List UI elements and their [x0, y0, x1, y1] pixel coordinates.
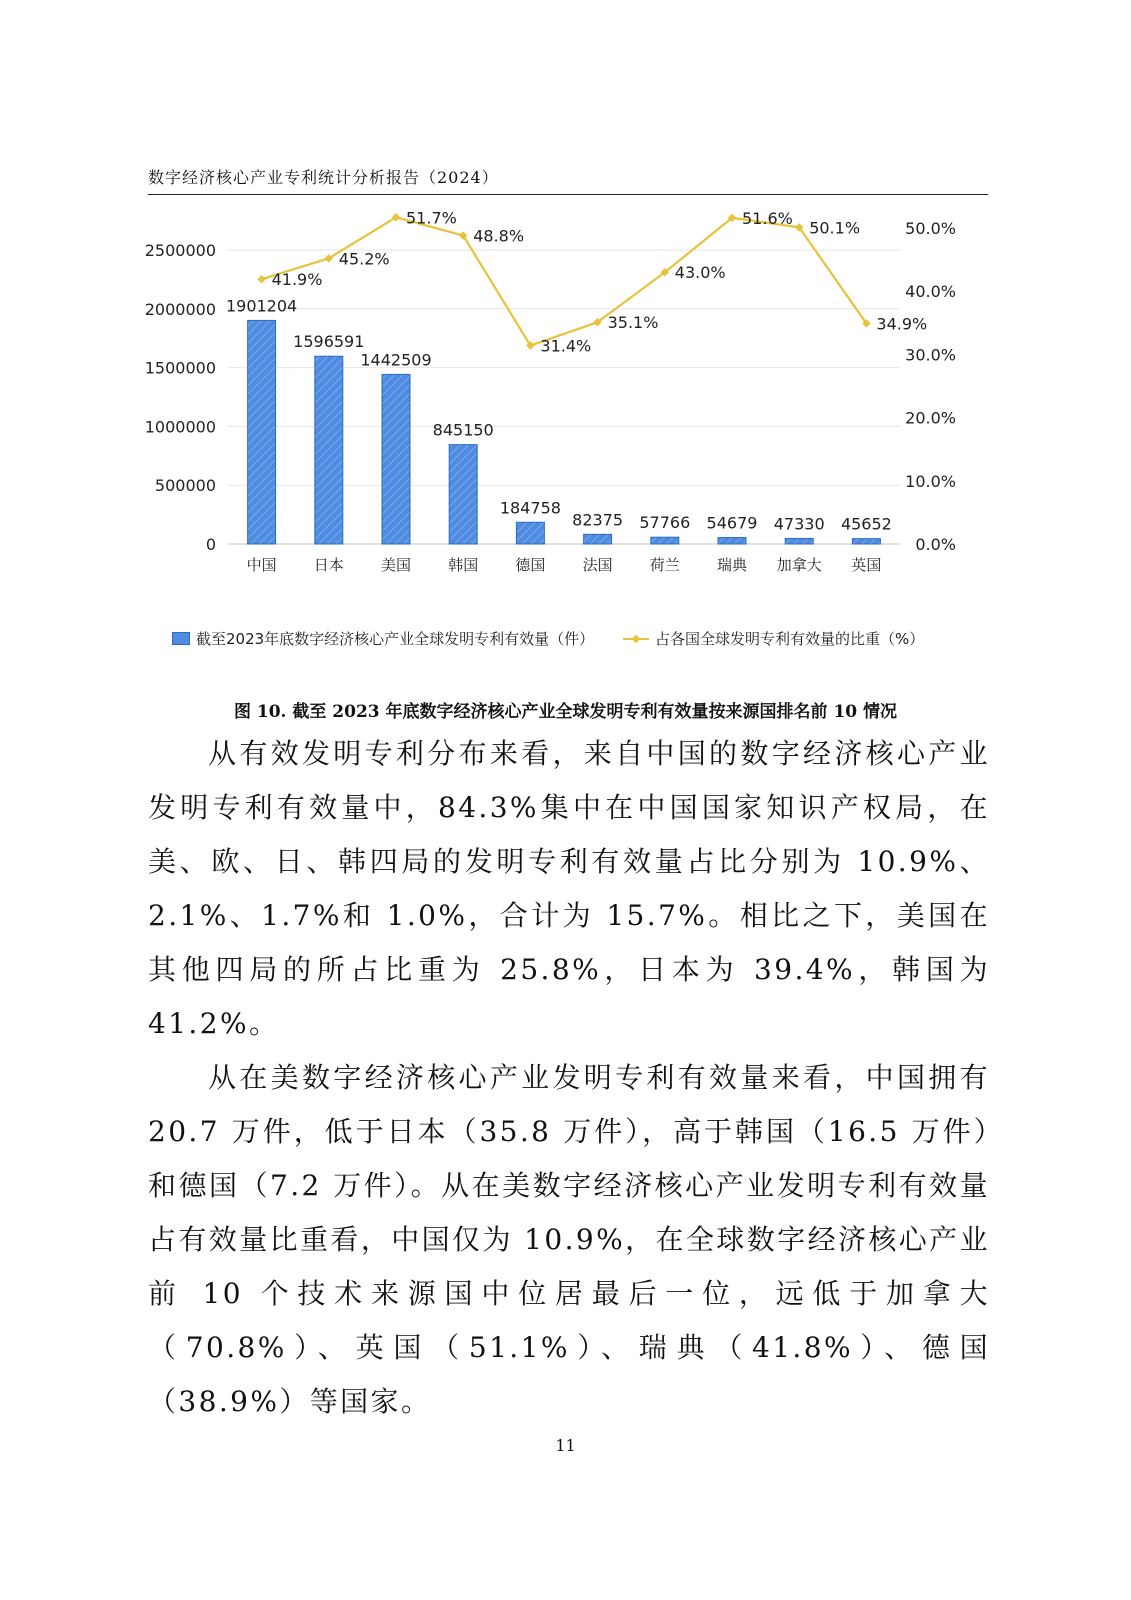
bar-value-label: 82375 [572, 510, 624, 530]
x-category-label: 韩国 [448, 556, 479, 574]
chart-legend [0, 628, 1131, 656]
bar [449, 445, 477, 544]
x-category-label: 荷兰 [649, 556, 680, 574]
bar-value-label: 45652 [840, 514, 892, 534]
ratio-line [262, 217, 867, 345]
body-text [148, 727, 990, 1429]
ratio-value-label: 50.1% [809, 218, 861, 238]
paragraph: 从在美数字经济核心产业发明专利有效量来看，中国拥有 20.7 万件，低于日本（35.8 万件），高于韩国（16.5 万件）和德国（7.2 万件）。从在美数字经济核心产业发明专利有效量占有效量比重看，中国仅为 10.9%，在全球数字经济核心产业前 10 个技术来源国中位居最后一位，远低于加拿大（70.8%）、英国（51.1%）、瑞典（41.8%）、德国（38.9%）等国家。 [148, 1061, 990, 1418]
y-left-tick-label: 1000000 [144, 417, 216, 437]
ratio-value-label: 51.7% [406, 208, 457, 228]
ratio-value-label: 41.9% [271, 270, 323, 290]
legend-item-bar [172, 628, 594, 649]
bar [315, 356, 343, 544]
x-category-label: 加拿大 [776, 556, 822, 574]
bar [516, 522, 544, 544]
y-left-tick-label: 500000 [154, 476, 216, 496]
bar-value-label: 1901204 [225, 296, 298, 316]
y-left-tick-label: 1500000 [144, 358, 216, 378]
x-category-label: 德国 [515, 556, 546, 574]
page-number: 11 [555, 1436, 576, 1455]
legend-line-label: 占各国全球发明专利有效量的比重（%） [655, 630, 925, 648]
bar-value-label: 184758 [499, 498, 561, 518]
bar-value-label: 57766 [639, 513, 691, 533]
x-category-label: 日本 [313, 556, 344, 574]
ratio-value-label: 43.0% [674, 263, 726, 283]
legend-bar-swatch [172, 632, 190, 645]
ratio-value-label: 48.8% [473, 226, 525, 246]
bar [248, 320, 276, 544]
bar [382, 374, 410, 544]
x-category-label: 瑞典 [716, 556, 748, 574]
ratio-value-label: 45.2% [338, 249, 390, 269]
x-category-label: 法国 [582, 556, 613, 574]
figure-caption: 图 10. 截至 2023 年底数字经济核心产业全球发明专利有效量按来源国排名前 10 情况 [233, 702, 898, 722]
ratio-value-label: 35.1% [607, 313, 659, 333]
y-left-tick-label: 0 [205, 535, 216, 554]
bar [785, 538, 813, 544]
bar-value-label: 1596591 [293, 332, 365, 352]
y-right-tick-label: 40.0% [905, 282, 956, 302]
ratio-value-label: 51.6% [742, 208, 793, 228]
page-header [148, 160, 988, 195]
bar-value-label: 47330 [773, 514, 825, 534]
bar-value-label: 845150 [432, 420, 494, 440]
legend-line-swatch [623, 633, 649, 645]
y-right-tick-label: 50.0% [905, 219, 956, 238]
y-right-tick-label: 0.0% [915, 535, 956, 554]
bar [584, 534, 612, 544]
legend-bar-label: 截至2023年底数字经济核心产业全球发明专利有效量（件） [196, 630, 595, 648]
bar [651, 537, 679, 544]
paragraph: 从有效发明专利分布来看，来自中国的数字经济核心产业发明专利有效量中，84.3%集中在中国国家知识产权局，在美、欧、日、韩四局的发明专利有效量占比分别为 10.9%、2.1%、1.7%和 1.0%，合计为 15.7%。相比之下，美国在其他四局的所占比重为 25.8%，日本为 39.4%，韩国为 41.2%。 [148, 737, 990, 1040]
patent-chart [0, 200, 1131, 670]
x-category-label: 英国 [851, 556, 882, 574]
x-category-label: 中国 [246, 556, 277, 574]
y-right-tick-label: 10.0% [905, 471, 956, 491]
x-category-label: 美国 [380, 556, 412, 574]
y-left-tick-label: 2000000 [144, 299, 216, 319]
ratio-point [257, 275, 265, 283]
report-title: 数字经济核心产业专利统计分析报告（2024） [148, 168, 499, 187]
ratio-value-label: 31.4% [540, 336, 592, 356]
y-right-tick-label: 20.0% [905, 408, 956, 428]
legend-item-line [623, 628, 924, 649]
bar [718, 538, 746, 544]
y-left-tick-label: 2500000 [144, 241, 216, 260]
bar [852, 539, 880, 544]
y-right-tick-label: 30.0% [905, 345, 956, 365]
bar-value-label: 1442509 [360, 350, 432, 370]
bar-value-label: 54679 [706, 513, 758, 533]
ratio-value-label: 34.9% [876, 314, 928, 334]
